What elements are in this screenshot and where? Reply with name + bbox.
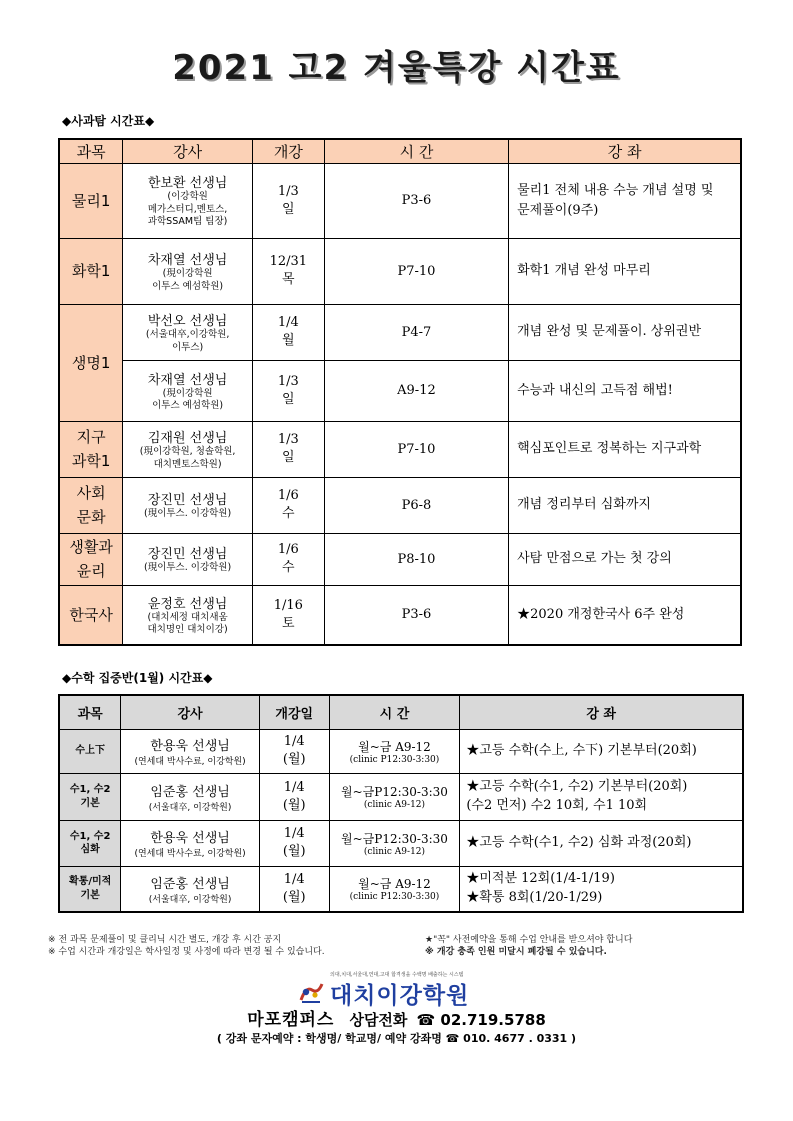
contact-label: 상담전화 [349,1011,408,1029]
class-time: P3-6 [324,163,508,238]
campus-contact [0,1005,793,1030]
open-date: 1/3 일 [252,163,324,238]
open-date: 1/3 일 [252,360,324,421]
time-cell [329,729,460,773]
teacher-cell [121,773,260,820]
teacher-affiliation: (대치세정 대치새움 대치명인 대치이강) [147,611,228,636]
teacher-cell [121,866,260,912]
teacher-affiliation: (연세대 박사수료, 이강학원) [134,849,246,859]
phone-number: ☎ 02.719.5788 [416,1011,546,1029]
teacher-affiliation: (現이투스. 이강학원) [144,562,232,574]
subject-cell: 생명1 [59,304,123,421]
teacher-affiliation: (現이강학원, 청솔학원, 대치멘토스학원) [139,446,236,470]
class-time: 월~금 A9-12 [358,877,431,892]
table-row [59,585,741,645]
teacher-affiliation: (서울대卒, 이강학원) [148,802,232,813]
teacher-name: 윤정호 선생님 [147,596,228,612]
note-reservation: ★"꼭" 사전예약을 통해 수업 안내를 받으셔야 합니다 [425,935,633,945]
subject-cell: 수上下 [59,729,121,773]
teacher-affiliation: (이강학원 메가스터디,멘토스, 과학SSAM팀 팀장) [147,191,228,228]
subject-cell: 물리1 [59,163,123,238]
open-date: 1/6 수 [252,477,324,533]
teacher-name: 임준홍 선생님 [150,876,230,892]
header-subject: 과목 [59,695,121,729]
header-course: 강 좌 [509,139,741,163]
sms-reservation-info: ( 강좌 문자예약 : 학생명/ 학교명/ 예약 강좌명 ☎ 010. 4677 . 0331 ) [216,1032,577,1045]
teacher-name: 차재열 선생님 [147,253,228,269]
teacher-name: 임준홍 선생님 [150,784,230,800]
class-time: P7-10 [324,238,508,304]
teacher-name: 한보환 선생님 [147,176,228,192]
table-row [59,163,741,238]
teacher-affiliation: (연세대 박사수료, 이강학원) [134,757,246,767]
campus-name: 마포캠퍼스 [247,1010,335,1030]
teacher-cell [123,238,253,304]
teacher-affiliation: (現이강학원 이투스 예섬학원) [152,387,224,411]
class-time: 월~금 A9-12 [358,739,431,754]
time-cell [329,820,460,866]
table-row [59,773,743,820]
teacher-cell [123,360,253,421]
table-row [59,421,741,477]
teacher-affiliation: (現이투스. 이강학원) [144,508,232,520]
table-row [59,820,743,866]
note-schedule: ※ 전 과목 문제풀이 및 클리닉 시간 별도, 개강 후 시간 공지 [48,935,282,945]
logo-name: 대치이강학원 [330,982,470,1009]
section-label-math: ◆수학 집중반(1월) 시간표◆ [62,671,213,685]
open-date: 1/4 월 [252,304,324,360]
teacher-name: 한용욱 선생님 [150,739,230,754]
teacher-name: 한용욱 선생님 [150,831,230,846]
class-time: P8-10 [324,533,508,585]
subject-cell: 확통/미적 기본 [59,866,121,912]
open-date: 12/31 목 [252,238,324,304]
teacher-cell [121,729,260,773]
clinic-time: (clinic A9-12) [363,846,426,857]
table-header-row [59,139,741,163]
open-date: 1/4 (월) [259,820,329,866]
open-date: 1/4 (월) [259,773,329,820]
open-date: 1/4 (월) [259,729,329,773]
teacher-name: 김재원 선생님 [147,431,228,447]
teacher-affiliation: (서울대卒,이강학원, 이투스) [145,329,230,353]
logo-emblem-icon [298,980,324,1006]
header-time: 시 간 [324,139,508,163]
subject-cell: 한국사 [59,585,123,645]
table-row [59,238,741,304]
course-description: ★고등 수학(수1, 수2) 심화 과정(20회) [460,820,743,866]
header-teacher: 강사 [123,139,253,163]
science-schedule-table [58,138,742,646]
note-cancellation: ※ 개강 충족 인원 미달시 폐강될 수 있습니다. [425,947,607,957]
class-time: A9-12 [324,360,508,421]
header-open: 개강일 [259,695,329,729]
clinic-time: (clinic P12:30-3:30) [349,892,440,903]
table-row [59,866,743,912]
header-teacher: 강사 [121,695,260,729]
open-date: 1/3 일 [252,421,324,477]
logo-slogan: 의대,치대,서울대,연대,고대 합격생을 수백명 배출하는 시스템 [330,972,464,978]
course-description: ★고등 수학(수1, 수2) 기본부터(20회) (수2 먼저) 수2 10회, 수1 10회 [460,773,743,820]
course-description: 수능과 내신의 고득점 해법! [509,360,741,421]
time-cell [329,866,460,912]
table-row [59,729,743,773]
teacher-cell [123,533,253,585]
course-description: ★미적분 12회(1/4-1/19) ★확통 8회(1/20-1/29) [460,866,743,912]
teacher-cell [121,820,260,866]
open-date: 1/6 수 [252,533,324,585]
teacher-cell [123,477,253,533]
table-row [59,304,741,360]
teacher-affiliation: (서울대卒, 이강학원) [148,894,232,905]
teacher-name: 장진민 선생님 [147,547,228,563]
class-time: P7-10 [324,421,508,477]
class-time: 월~금P12:30-3:30 [341,831,448,846]
subject-cell: 지구 과학1 [59,421,123,477]
subject-cell: 화학1 [59,238,123,304]
course-description: 개념 정리부터 심화까지 [509,477,741,533]
class-time: P6-8 [324,477,508,533]
subject-cell: 수1, 수2 기본 [59,773,121,820]
course-description: 물리1 전체 내용 수능 개념 설명 및 문제풀이(9주) [509,163,741,238]
class-time: P3-6 [324,585,508,645]
academy-logo [298,978,469,1008]
table-row [59,533,741,585]
header-course: 강 좌 [460,695,743,729]
open-date: 1/16 토 [252,585,324,645]
course-description: ★고등 수학(수上, 수下) 기본부터(20회) [460,729,743,773]
course-description: 사탐 만점으로 가는 첫 강의 [509,533,741,585]
table-header-row [59,695,743,729]
course-description: ★2020 개정한국사 6주 완성 [509,585,741,645]
teacher-name: 장진민 선생님 [147,493,228,509]
note-change: ※ 수업 시간과 개강일은 학사일정 및 사정에 따라 변경 될 수 있습니다. [48,947,325,957]
course-description: 개념 완성 및 문제풀이. 상위권반 [509,304,741,360]
section-label-science: ◆사과탐 시간표◆ [62,114,155,128]
teacher-affiliation: (現이강학원 이투스 예섬학원) [152,268,224,292]
subject-cell: 생활과 윤리 [59,533,123,585]
teacher-cell [123,421,253,477]
teacher-cell [123,163,253,238]
header-subject: 과목 [59,139,123,163]
clinic-time: (clinic A9-12) [363,800,426,810]
class-time: 월~금P12:30-3:30 [341,785,448,799]
clinic-time: (clinic P12:30-3:30) [349,754,440,765]
teacher-cell [123,304,253,360]
class-time: P4-7 [324,304,508,360]
table-row [59,360,741,421]
table-row [59,477,741,533]
teacher-name: 박선오 선생님 [147,314,228,330]
course-description: 화학1 개념 완성 마무리 [509,238,741,304]
time-cell [329,773,460,820]
header-time: 시 간 [329,695,460,729]
header-open: 개강 [252,139,324,163]
subject-cell: 수1, 수2 심화 [59,820,121,866]
teacher-cell [123,585,253,645]
subject-cell: 사회 문화 [59,477,123,533]
page-title: 2021 고2 겨울특강 시간표 [172,48,621,88]
open-date: 1/4 (월) [259,866,329,912]
course-description: 핵심포인트로 정복하는 지구과학 [509,421,741,477]
teacher-name: 차재열 선생님 [147,372,228,388]
math-schedule-table [58,694,744,913]
